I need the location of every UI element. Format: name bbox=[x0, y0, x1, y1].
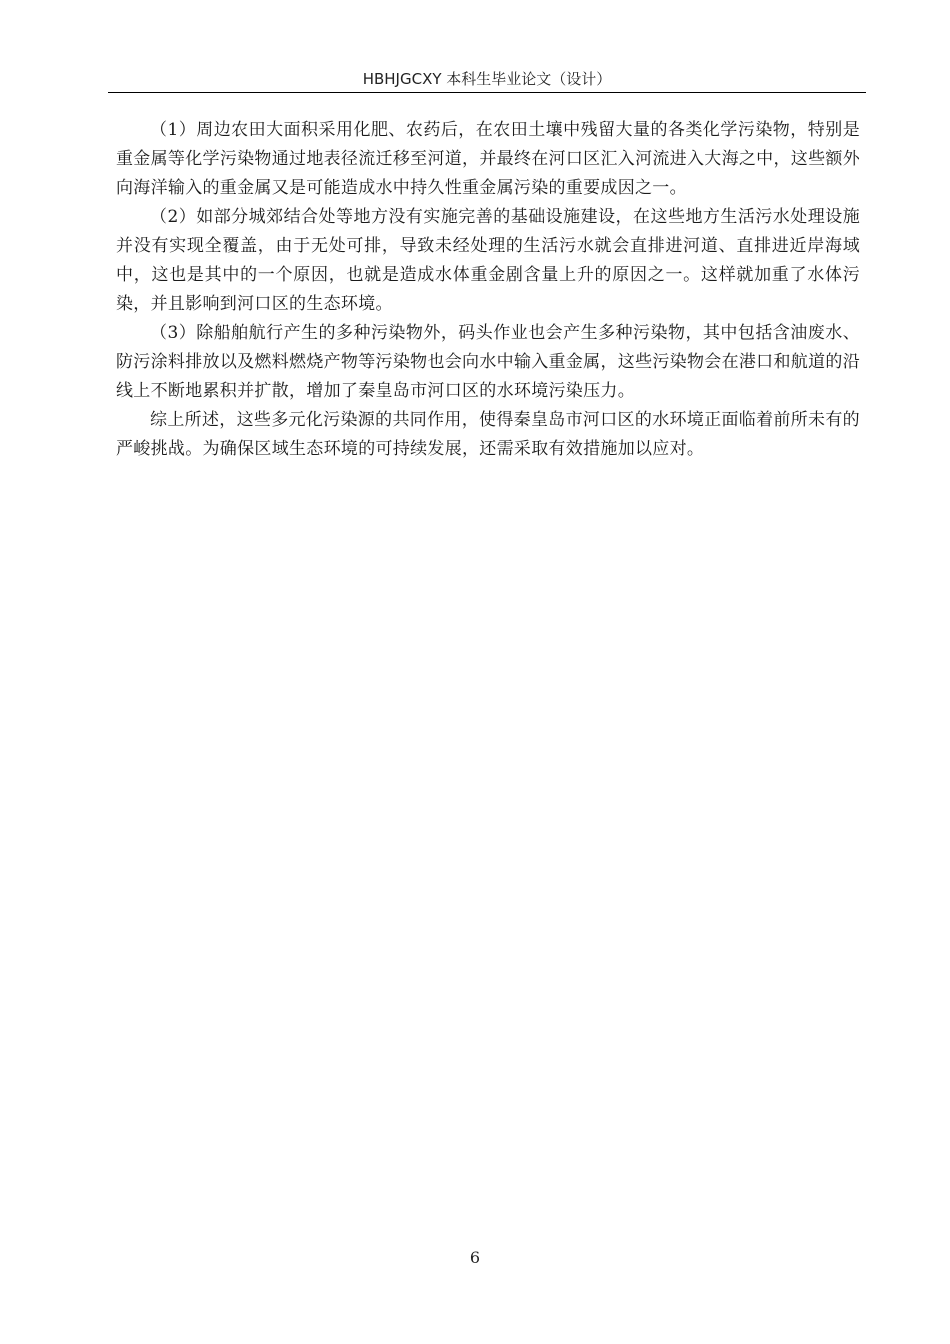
body-text bbox=[116, 116, 860, 464]
page-header: HBHJGCXY 本科生毕业论文（设计） bbox=[362, 70, 612, 88]
paragraph-1: （1）周边农田大面积采用化肥、农药后，在农田土壤中残留大量的各类化学污染物，特别是重金属等化学污染物通过地表径流迁移至河道，并最终在河口区汇入河流进入大海之中，这些额外向海洋输入的重金属又是可能造成水中持久性重金属污染的重要成因之一。 bbox=[116, 120, 860, 198]
paragraph-2: （2）如部分城郊结合处等地方没有实施完善的基础设施建设，在这些地方生活污水处理设施并没有实现全覆盖，由于无处可排，导致未经处理的生活污水就会直排进河道、直排进近岸海域中，这也是其中的一个原因，也就是造成水体重金剧含量上升的原因之一。这样就加重了水体污染，并且影响到河口区的生态环境。 bbox=[116, 207, 860, 314]
paragraph-3: （3）除船舶航行产生的多种污染物外，码头作业也会产生多种污染物，其中包括含油废水、防污涂料排放以及燃料燃烧产物等污染物也会向水中输入重金属，这些污染物会在港口和航道的沿线上不断地累积并扩散，增加了秦皇岛市河口区的水环境污染压力。 bbox=[116, 323, 860, 401]
page-number: 6 bbox=[469, 1248, 481, 1267]
paragraph-summary: 综上所述，这些多元化污染源的共同作用，使得秦皇岛市河口区的水环境正面临着前所未有的严峻挑战。为确保区域生态环境的可持续发展，还需采取有效措施加以应对。 bbox=[116, 410, 860, 459]
header-divider bbox=[108, 92, 866, 93]
